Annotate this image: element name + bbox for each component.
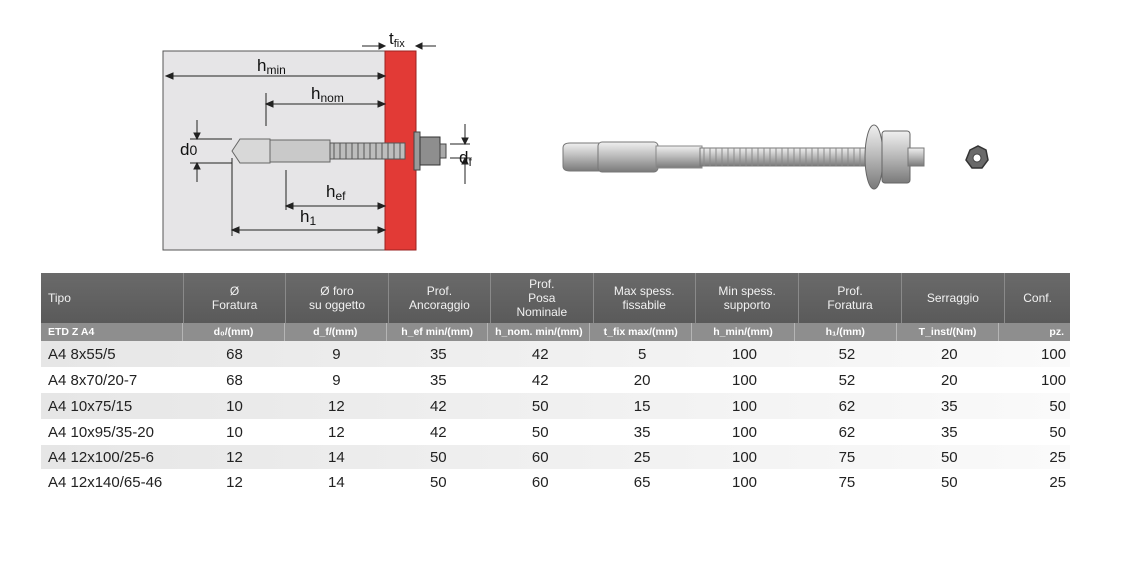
col-posa-nominale: Prof. Posa Nominale	[491, 273, 593, 323]
value-cell: 100	[1041, 371, 1067, 389]
value-cell: 15	[633, 397, 651, 415]
value-cell: 12	[328, 423, 345, 441]
value-cell: 35	[940, 397, 958, 415]
value-cell: 100	[731, 423, 758, 441]
anchor-bolt-photo	[563, 125, 924, 189]
label-hmin: hmin	[257, 56, 286, 77]
type-cell: A4 8x70/20-7	[48, 371, 138, 389]
value-cell: 50	[531, 423, 549, 441]
value-cell: 35	[633, 423, 651, 441]
table-row	[41, 367, 1070, 393]
anchor-diagram	[0, 0, 470, 270]
value-cell: 10	[226, 397, 243, 415]
unit-cell: h_nom. min/(mm)	[488, 323, 590, 341]
value-cell: 9	[332, 371, 341, 389]
value-cell: 9	[332, 345, 341, 363]
value-cell: 52	[838, 345, 856, 363]
table-row	[41, 419, 1070, 445]
col-max-spess: Max spess. fissabile	[594, 273, 696, 323]
label-tfix: tfix	[389, 29, 405, 50]
type-cell: A4 10x95/35-20	[48, 423, 154, 441]
value-cell: 65	[633, 473, 651, 491]
value-cell: 100	[731, 371, 758, 389]
unit-cell: ETD Z A4	[41, 323, 183, 341]
table-header	[41, 273, 1070, 323]
value-cell: 52	[838, 371, 856, 389]
value-cell: 12	[226, 473, 243, 491]
specs-table	[41, 273, 1070, 495]
value-cell: 42	[429, 423, 447, 441]
value-cell: 75	[838, 448, 856, 466]
col-prof-foratura: Prof. Foratura	[799, 273, 901, 323]
value-cell: 62	[838, 423, 856, 441]
value-cell: 20	[940, 345, 958, 363]
table-units	[41, 323, 1070, 341]
value-cell: 20	[940, 371, 958, 389]
unit-cell: h_ef min/(mm)	[387, 323, 489, 341]
value-cell: 50	[940, 473, 958, 491]
col-foratura: Ø Foratura	[184, 273, 286, 323]
value-cell: 35	[429, 345, 447, 363]
value-cell: 100	[1041, 345, 1067, 363]
value-cell: 100	[731, 473, 758, 491]
type-cell: A4 12x100/25-6	[48, 448, 154, 466]
value-cell: 25	[633, 448, 651, 466]
col-conf: Conf.	[1023, 291, 1052, 305]
unit-cell: pz.	[1049, 326, 1065, 338]
label-hef: hef	[326, 182, 346, 203]
value-cell: 42	[429, 397, 447, 415]
value-cell: 42	[531, 345, 549, 363]
value-cell: 100	[731, 345, 758, 363]
label-d0: d0	[180, 140, 198, 159]
unit-cell: d₀/(mm)	[183, 323, 285, 341]
value-cell: 50	[531, 397, 549, 415]
value-cell: 100	[731, 397, 758, 415]
table-row	[41, 393, 1070, 419]
value-cell: 25	[1049, 448, 1067, 466]
value-cell: 50	[429, 448, 447, 466]
value-cell: 35	[429, 371, 447, 389]
unit-cell: h₁/(mm)	[795, 323, 897, 341]
value-cell: 75	[838, 473, 856, 491]
value-cell: 62	[838, 397, 856, 415]
label-df: df	[459, 148, 472, 169]
type-cell: A4 10x75/15	[48, 397, 133, 415]
table-row	[41, 469, 1070, 495]
unit-cell: d_f/(mm)	[285, 323, 387, 341]
unit-cell: h_min/(mm)	[692, 323, 795, 341]
value-cell: 50	[1049, 397, 1067, 415]
label-hnom: hnom	[311, 84, 344, 105]
value-cell: 14	[328, 473, 345, 491]
value-cell: 60	[531, 448, 549, 466]
col-ancoraggio: Prof. Ancoraggio	[389, 273, 491, 323]
table-row	[41, 341, 1070, 367]
table-row	[41, 445, 1070, 469]
col-foro-oggetto: Ø foro su oggetto	[286, 273, 388, 323]
type-cell: A4 8x55/5	[48, 345, 116, 363]
value-cell: 50	[429, 473, 447, 491]
value-cell: 50	[1049, 423, 1067, 441]
unit-cell: t_fix max/(mm)	[590, 323, 692, 341]
value-cell: 100	[731, 448, 758, 466]
col-min-spess: Min spess. supporto	[696, 273, 799, 323]
value-cell: 68	[226, 345, 243, 363]
value-cell: 12	[226, 448, 243, 466]
label-h1: h1	[300, 207, 317, 228]
value-cell: 5	[637, 345, 647, 363]
value-cell: 12	[328, 397, 345, 415]
value-cell: 25	[1049, 473, 1067, 491]
value-cell: 50	[940, 448, 958, 466]
value-cell: 68	[226, 371, 243, 389]
value-cell: 42	[531, 371, 549, 389]
table-body	[41, 341, 1070, 495]
value-cell: 35	[940, 423, 958, 441]
unit-cell: T_inst/(Nm)	[897, 323, 1000, 341]
nut-photo	[966, 146, 988, 168]
col-tipo: Tipo	[41, 273, 184, 323]
value-cell: 60	[531, 473, 549, 491]
col-serraggio: Serraggio	[902, 273, 1005, 323]
value-cell: 10	[226, 423, 243, 441]
value-cell: 14	[328, 448, 345, 466]
value-cell: 20	[633, 371, 651, 389]
type-cell: A4 12x140/65-46	[48, 473, 163, 491]
